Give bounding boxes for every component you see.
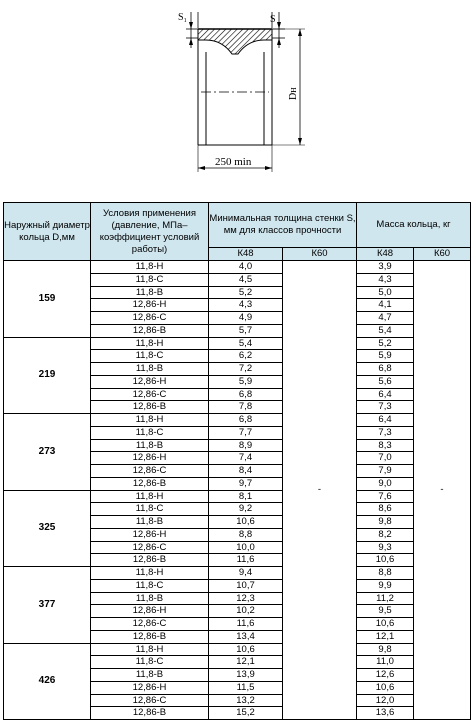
cell-conditions: 12,86-В bbox=[91, 554, 209, 567]
cell-diameter: 426 bbox=[4, 643, 91, 720]
label-s1: S₁ bbox=[178, 12, 188, 23]
cell-conditions: 11,8-В bbox=[91, 363, 209, 376]
cell-mass-k48: 5,0 bbox=[357, 286, 414, 299]
cell-mass-k48: 9,0 bbox=[357, 477, 414, 490]
cell-thickness-k60: - bbox=[283, 261, 357, 720]
table-row bbox=[4, 567, 471, 580]
cell-mass-k48: 6,4 bbox=[357, 414, 414, 427]
cell-thickness-k48: 13,9 bbox=[209, 669, 283, 682]
cell-mass-k48: 11,0 bbox=[357, 656, 414, 669]
table-row bbox=[4, 337, 471, 350]
cell-thickness-k48: 11,6 bbox=[209, 618, 283, 631]
cell-mass-k48: 12,1 bbox=[357, 630, 414, 643]
cell-mass-k48: 9,5 bbox=[357, 605, 414, 618]
cell-thickness-k48: 10,2 bbox=[209, 605, 283, 618]
cell-thickness-k48: 10,7 bbox=[209, 579, 283, 592]
cell-conditions: 12,86-С bbox=[91, 465, 209, 478]
cell-conditions: 11,8-Н bbox=[91, 643, 209, 656]
cell-thickness-k48: 7,7 bbox=[209, 426, 283, 439]
cell-thickness-k48: 4,0 bbox=[209, 261, 283, 274]
cell-thickness-k48: 4,3 bbox=[209, 299, 283, 312]
cell-thickness-k48: 10,6 bbox=[209, 516, 283, 529]
cell-thickness-k48: 9,7 bbox=[209, 477, 283, 490]
cell-mass-k48: 9,8 bbox=[357, 643, 414, 656]
cell-mass-k48: 4,1 bbox=[357, 299, 414, 312]
header-mass-k60: К60 bbox=[414, 248, 471, 261]
cell-thickness-k48: 5,7 bbox=[209, 324, 283, 337]
cell-mass-k48: 3,9 bbox=[357, 261, 414, 274]
cell-conditions: 12,86-Н bbox=[91, 299, 209, 312]
cell-conditions: 11,8-С bbox=[91, 350, 209, 363]
cell-thickness-k48: 10,0 bbox=[209, 541, 283, 554]
cell-thickness-k48: 5,4 bbox=[209, 337, 283, 350]
cell-conditions: 12,86-С bbox=[91, 388, 209, 401]
cell-mass-k48: 10,6 bbox=[357, 554, 414, 567]
cell-conditions: 12,86-В bbox=[91, 401, 209, 414]
cell-conditions: 11,8-С bbox=[91, 503, 209, 516]
ring-spec-table bbox=[3, 202, 471, 720]
cell-thickness-k48: 7,4 bbox=[209, 452, 283, 465]
cell-mass-k48: 7,3 bbox=[357, 426, 414, 439]
cell-mass-k48: 7,9 bbox=[357, 465, 414, 478]
cell-conditions: 12,86-Н bbox=[91, 605, 209, 618]
dimension-250-min bbox=[198, 145, 272, 172]
cell-thickness-k48: 9,4 bbox=[209, 567, 283, 580]
ring-section bbox=[198, 29, 272, 145]
cell-mass-k48: 9,3 bbox=[357, 541, 414, 554]
cell-thickness-k48: 6,2 bbox=[209, 350, 283, 363]
cell-mass-k60: - bbox=[414, 261, 471, 720]
cell-thickness-k48: 10,6 bbox=[209, 643, 283, 656]
cell-thickness-k48: 5,9 bbox=[209, 375, 283, 388]
cell-mass-k48: 9,8 bbox=[357, 516, 414, 529]
cell-thickness-k48: 7,2 bbox=[209, 363, 283, 376]
cell-mass-k48: 5,6 bbox=[357, 375, 414, 388]
table-body bbox=[4, 261, 471, 720]
cell-thickness-k48: 8,9 bbox=[209, 439, 283, 452]
cell-thickness-k48: 6,8 bbox=[209, 388, 283, 401]
cell-thickness-k48: 6,8 bbox=[209, 414, 283, 427]
cell-thickness-k48: 13,4 bbox=[209, 630, 283, 643]
cell-diameter: 159 bbox=[4, 261, 91, 338]
cell-mass-k48: 12,6 bbox=[357, 669, 414, 682]
cell-mass-k48: 7,3 bbox=[357, 401, 414, 414]
label-dn: Dн bbox=[288, 87, 299, 100]
cell-thickness-k48: 13,2 bbox=[209, 694, 283, 707]
cell-mass-k48: 5,2 bbox=[357, 337, 414, 350]
cell-conditions: 12,86-С bbox=[91, 312, 209, 325]
cell-mass-k48: 12,0 bbox=[357, 694, 414, 707]
cell-mass-k48: 7,6 bbox=[357, 490, 414, 503]
cell-diameter: 325 bbox=[4, 490, 91, 567]
cell-conditions: 11,8-С bbox=[91, 579, 209, 592]
header-mass: Масса кольца, кг bbox=[357, 203, 471, 248]
cell-conditions: 12,86-В bbox=[91, 707, 209, 720]
cell-conditions: 11,8-С bbox=[91, 273, 209, 286]
cell-diameter: 219 bbox=[4, 337, 91, 414]
cell-thickness-k48: 9,2 bbox=[209, 503, 283, 516]
cell-conditions: 11,8-В bbox=[91, 669, 209, 682]
cell-conditions: 11,8-Н bbox=[91, 337, 209, 350]
cell-thickness-k48: 11,6 bbox=[209, 554, 283, 567]
cell-mass-k48: 9,9 bbox=[357, 579, 414, 592]
cell-mass-k48: 11,2 bbox=[357, 592, 414, 605]
cell-mass-k48: 7,0 bbox=[357, 452, 414, 465]
cell-conditions: 12,86-Н bbox=[91, 528, 209, 541]
cell-mass-k48: 4,7 bbox=[357, 312, 414, 325]
dimension-dn bbox=[272, 29, 305, 145]
cell-mass-k48: 8,8 bbox=[357, 567, 414, 580]
label-s: S bbox=[270, 14, 276, 25]
cell-conditions: 12,86-С bbox=[91, 618, 209, 631]
cell-conditions: 12,86-В bbox=[91, 324, 209, 337]
cell-conditions: 11,8-Н bbox=[91, 414, 209, 427]
cell-thickness-k48: 12,3 bbox=[209, 592, 283, 605]
header-diameter: Наружный диаметр кольца D,мм bbox=[4, 203, 91, 261]
cell-mass-k48: 6,4 bbox=[357, 388, 414, 401]
cell-thickness-k48: 11,5 bbox=[209, 681, 283, 694]
table-row bbox=[4, 414, 471, 427]
cell-mass-k48: 5,4 bbox=[357, 324, 414, 337]
cell-conditions: 11,8-В bbox=[91, 439, 209, 452]
cell-conditions: 11,8-В bbox=[91, 592, 209, 605]
cell-conditions: 12,86-Н bbox=[91, 452, 209, 465]
cell-conditions: 12,86-С bbox=[91, 541, 209, 554]
cell-thickness-k48: 12,1 bbox=[209, 656, 283, 669]
header-thickness-k48: К48 bbox=[209, 248, 283, 261]
cell-conditions: 12,86-Н bbox=[91, 375, 209, 388]
cell-conditions: 12,86-С bbox=[91, 694, 209, 707]
table-row bbox=[4, 643, 471, 656]
label-250-min: 250 min bbox=[215, 156, 252, 168]
header-thickness: Минимальная толщина стенки S, мм для классов прочности bbox=[209, 203, 357, 248]
cell-conditions: 12,86-В bbox=[91, 477, 209, 490]
cell-thickness-k48: 8,8 bbox=[209, 528, 283, 541]
cell-thickness-k48: 8,1 bbox=[209, 490, 283, 503]
cell-conditions: 11,8-Н bbox=[91, 567, 209, 580]
ring-technical-drawing bbox=[0, 0, 475, 190]
cell-conditions: 11,8-С bbox=[91, 426, 209, 439]
table-row bbox=[4, 261, 471, 274]
cell-mass-k48: 10,6 bbox=[357, 618, 414, 631]
cell-mass-k48: 13,6 bbox=[357, 707, 414, 720]
cell-conditions: 12,86-Н bbox=[91, 681, 209, 694]
cell-conditions: 11,8-Н bbox=[91, 490, 209, 503]
cell-thickness-k48: 15,2 bbox=[209, 707, 283, 720]
cell-mass-k48: 10,6 bbox=[357, 681, 414, 694]
cell-thickness-k48: 8,4 bbox=[209, 465, 283, 478]
cell-mass-k48: 8,6 bbox=[357, 503, 414, 516]
cell-conditions: 11,8-С bbox=[91, 656, 209, 669]
cell-mass-k48: 8,3 bbox=[357, 439, 414, 452]
cell-thickness-k48: 4,5 bbox=[209, 273, 283, 286]
cell-mass-k48: 8,2 bbox=[357, 528, 414, 541]
cell-thickness-k48: 4,9 bbox=[209, 312, 283, 325]
dimension-s1 bbox=[178, 12, 198, 48]
table-row bbox=[4, 490, 471, 503]
header-conditions: Условия применения (давление, МПа– коэффициент условий работы) bbox=[91, 203, 209, 261]
cell-mass-k48: 4,3 bbox=[357, 273, 414, 286]
header-thickness-k60: К60 bbox=[283, 248, 357, 261]
cell-thickness-k48: 7,8 bbox=[209, 401, 283, 414]
cell-conditions: 11,8-В bbox=[91, 286, 209, 299]
cell-conditions: 11,8-Н bbox=[91, 261, 209, 274]
cell-diameter: 377 bbox=[4, 567, 91, 644]
header-mass-k48: К48 bbox=[357, 248, 414, 261]
cell-conditions: 11,8-В bbox=[91, 516, 209, 529]
cell-conditions: 12,86-В bbox=[91, 630, 209, 643]
cell-mass-k48: 5,9 bbox=[357, 350, 414, 363]
cell-thickness-k48: 5,2 bbox=[209, 286, 283, 299]
cell-diameter: 273 bbox=[4, 414, 91, 491]
cell-mass-k48: 6,8 bbox=[357, 363, 414, 376]
